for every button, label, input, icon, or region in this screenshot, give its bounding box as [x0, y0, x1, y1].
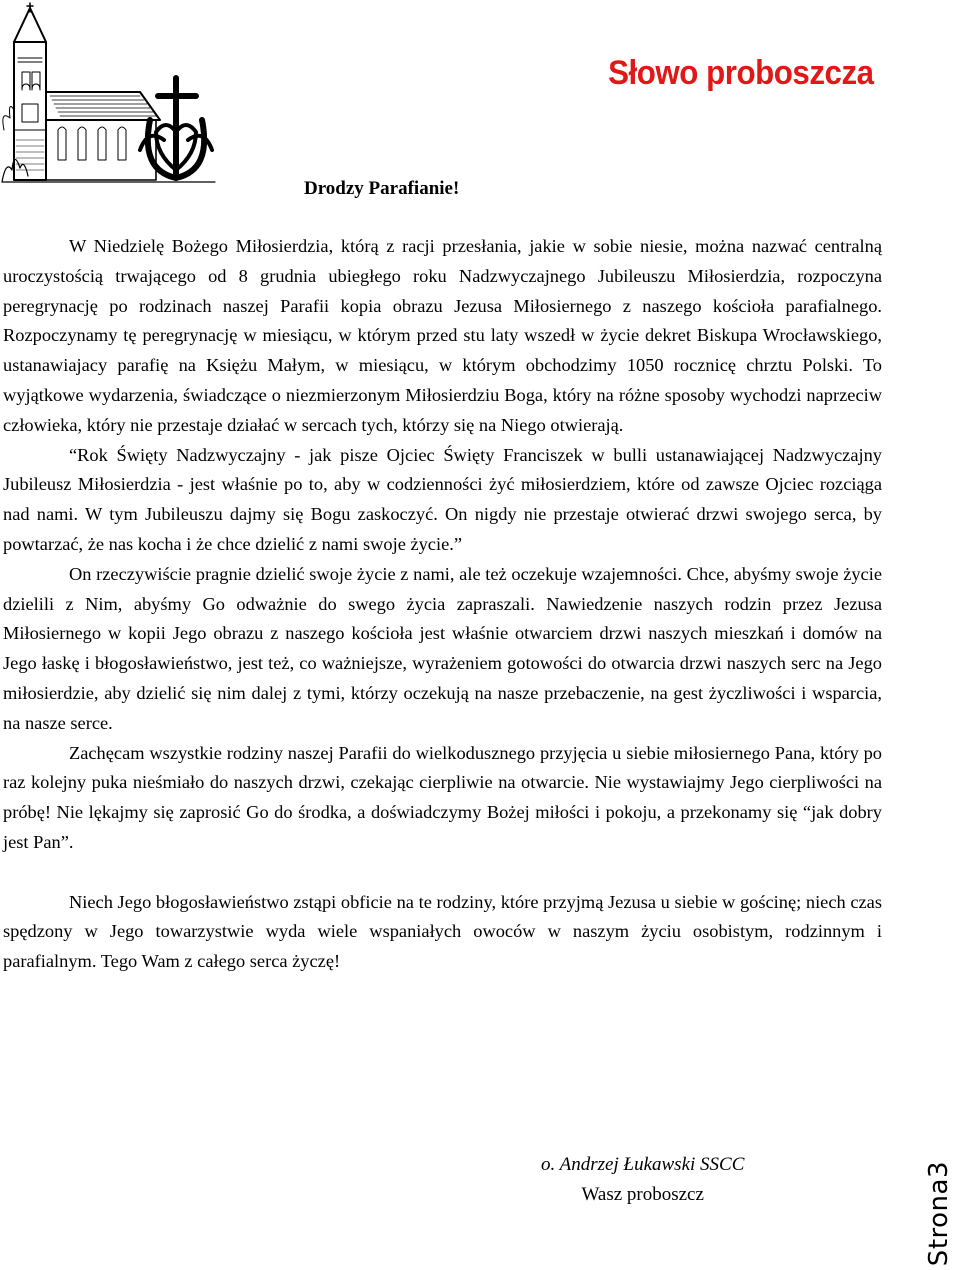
- letter-body: [3, 232, 882, 977]
- page-title: Słowo proboszcza: [608, 54, 874, 92]
- signature-role: Wasz proboszcz: [581, 1184, 704, 1205]
- letter-greeting: Drodzy Parafianie!: [304, 178, 460, 199]
- letter-paragraph: Zachęcam wszystkie rodziny naszej Parafii do wielkodusznego przyjęcia u siebie miłosiernego Pana, który po raz kolejny puka nieśmiało do naszych drzwi, czekając cierpliwie na otwarcie. Nie wystawiajmy Jego cierpliwości na próbę! Nie lękajmy się zaprosić Go do środka, a doświadczymy Bożej miłości i pokoju, a przekonamy się “jak dobry jest Pan”.: [3, 742, 882, 852]
- letter-paragraph: “Rok Święty Nadzwyczajny - jak pisze Ojciec Święty Franciszek w bulli ustanawiającej Nadzwyczajny Jubileusz Miłosierdzia - jest właśnie po to, aby w codzienności żyć miłosierdziem, które od zawsze Ojciec rozciąga nad nami. W tym Jubileuszu dajmy się Bogu zaskoczyć. On nigdy nie przestaje otwierać drzwi swojego serca, by powtarzać, że nas kocha i że chce dzielić z nami swoje życie.”: [3, 444, 882, 554]
- page-number: Strona3: [924, 1160, 954, 1266]
- signature: [541, 1150, 744, 1210]
- church-divine-mercy-logo-icon: [0, 0, 220, 190]
- signature-name: o. Andrzej Łukawski SSCC: [541, 1154, 745, 1175]
- letter-paragraph: Niech Jego błogosławieństwo zstąpi obficie na te rodziny, które przyjmą Jezusa u siebie w gościnę; niech czas spędzony w Jego towarzystwie wyda wiele wspaniałych owoców w naszym życiu osobistym, rodzinnym i parafialnym. Tego Wam z całego serca życzę!: [3, 891, 882, 972]
- letter-paragraph: W Niedzielę Bożego Miłosierdzia, którą z racji przesłania, jakie w sobie niesie, można nazwać centralną uroczystością trwającego od 8 grudnia ubiegłego roku Nadzwyczajnego Jubileuszu Miłosierdzia, rozpoczyna peregrynację po rodzinach naszej Parafii kopia obrazu Jezusa Miłosiernego z naszego kościoła parafialnego. Rozpoczynamy tę peregrynację w miesiącu, w którym przed stu laty wszedł w życie dekret Biskupa Wrocławskiego, ustanawiajacy parafię na Księżu Małym, w miesiącu, w którym obchodzimy 1050 rocznicę chrztu Polski. To wyjątkowe wydarzenia, świadczące o niezmierzonym Miłosierdziu Boga, który na różne sposoby wychodzi naprzeciw człowieka, który nie przestaje działać w sercach tych, którzy się na Niego otwierają.: [3, 236, 882, 435]
- letter-paragraph: On rzeczywiście pragnie dzielić swoje życie z nami, ale też oczekuje wzajemności. Chce, abyśmy swoje życie dzielili z Nim, abyśmy Go odważnie do swego życia zapraszali. Nawiedzenie naszych rodzin przez Jezusa Miłosiernego w kopii Jego obrazu z naszego kościoła jest właśnie otwarciem drzwi naszych mieszkań i domów na Jego łaskę i błogosławieństwo, jest też, co ważniejsze, wyrażeniem gotowości do otwarcia drzwi naszych serc na Jego miłosierdzie, aby dzielić się nim dalej z tymi, którzy oczekują na nasze przebaczenie, na gest życzliwości i wsparcia, na nasze serce.: [3, 563, 882, 733]
